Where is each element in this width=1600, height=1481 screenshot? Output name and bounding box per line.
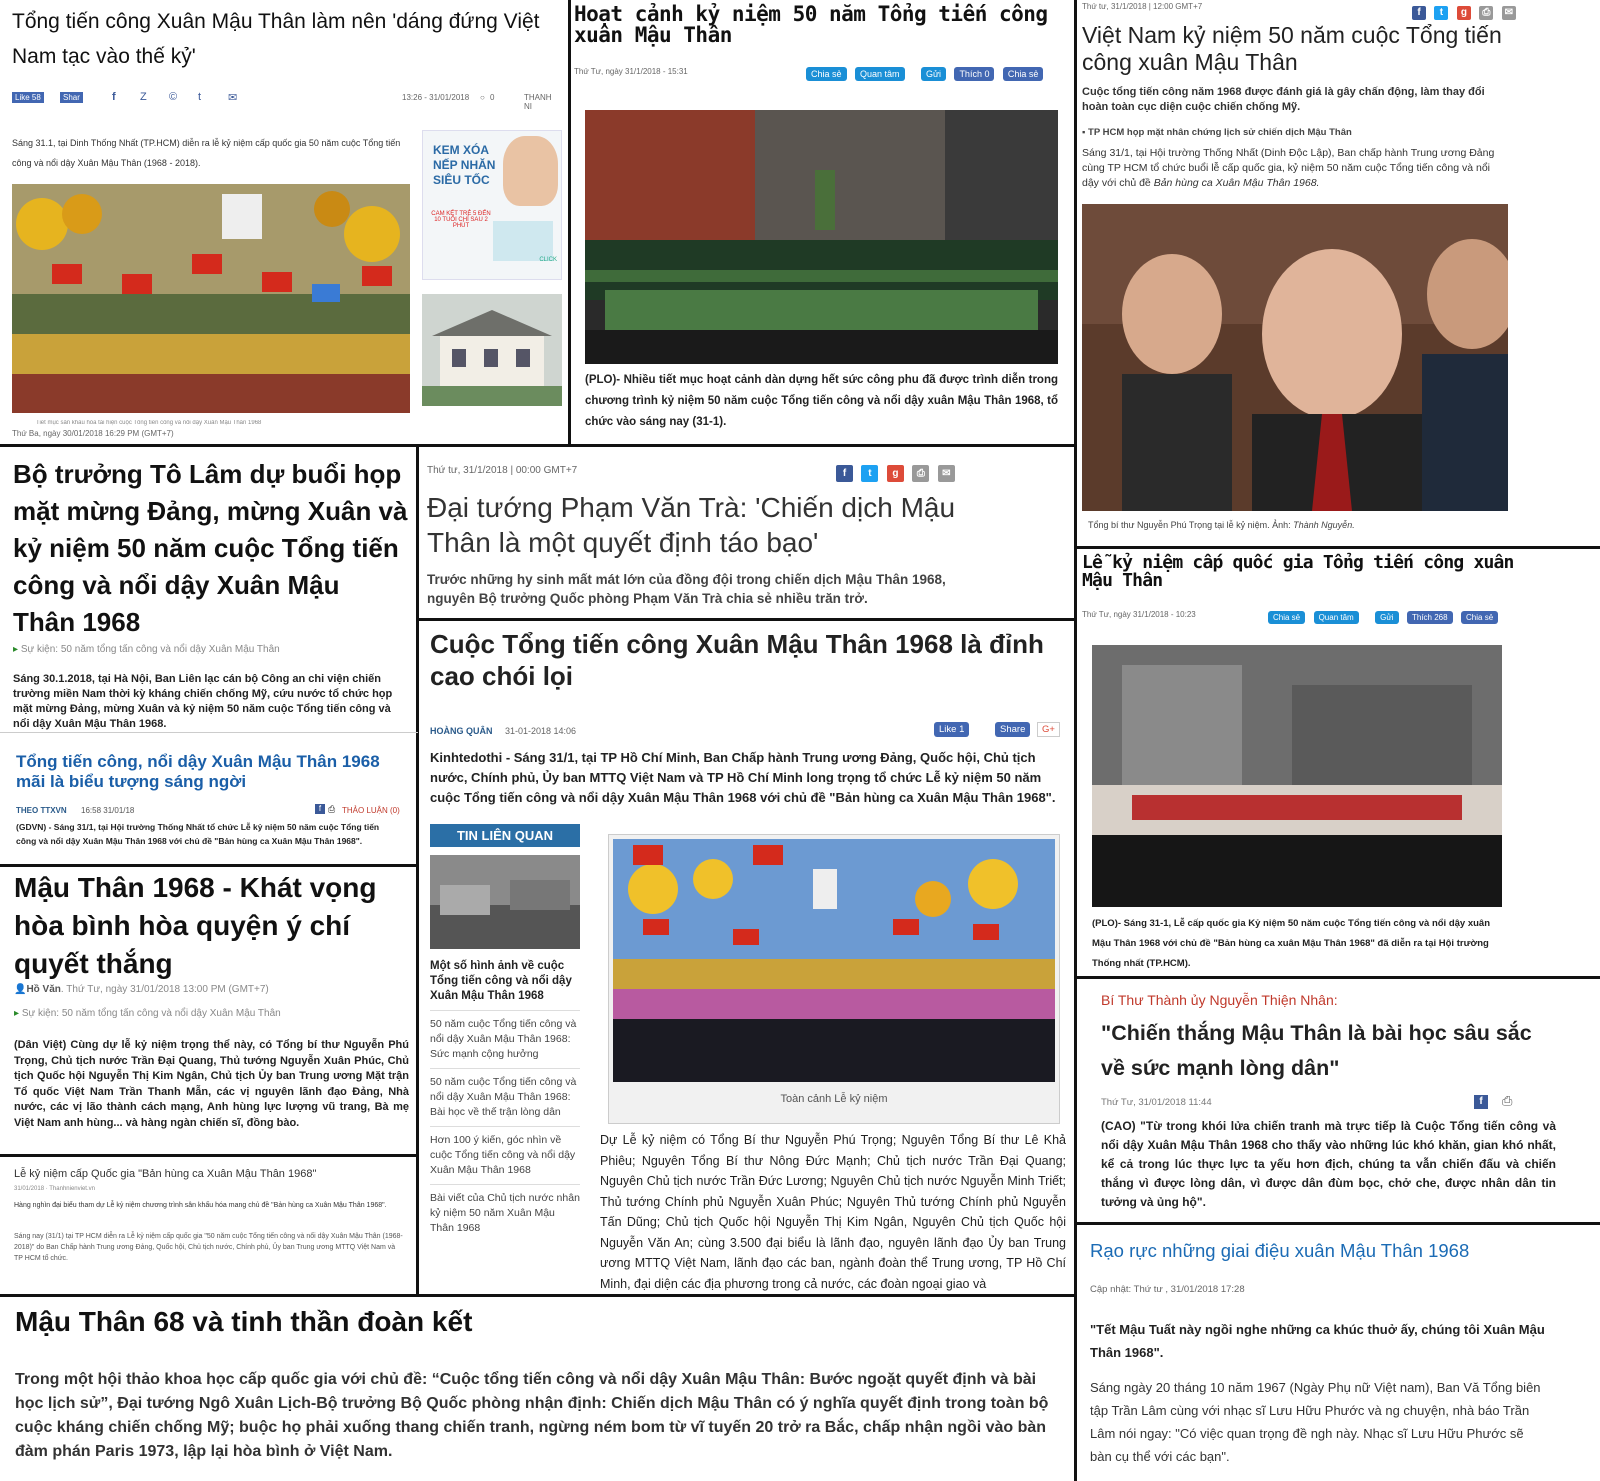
related-header: TIN LIÊN QUAN (430, 824, 580, 847)
body-italic: Bản hùng ca Xuân Mậu Thân 1968. (1153, 177, 1320, 189)
share-button[interactable]: Shar (60, 92, 83, 103)
social-bar (12, 91, 557, 111)
article-meta: Thứ tư, 31/1/2018 | 12:00 GMT+7 (1082, 2, 1203, 11)
author: HOÀNG QUÂN (430, 726, 493, 736)
article-title[interactable]: Mậu Thân 68 và tinh thần đoàn kết (15, 1306, 473, 1337)
divider (1076, 1222, 1600, 1225)
ad-house-image[interactable] (422, 294, 562, 406)
event-tag[interactable] (13, 644, 280, 655)
like-button[interactable]: Thích 0 (954, 67, 994, 81)
caption-italic: Thành Nguyễn. (1293, 520, 1355, 530)
twitter-icon[interactable]: t (1434, 6, 1448, 20)
related-thumbnail[interactable] (430, 855, 580, 949)
article-title[interactable]: Lễ kỷ niệm cấp quốc gia Tổng tiến công xuân Mậu Thân (1082, 552, 1514, 591)
lead-text: Hàng nghìn đại biểu tham dự Lễ kỷ niệm chương trình sân khấu hóa mang chủ đề "Bản hùng ca Xuân Mậu Thân 1968". (14, 1202, 387, 1209)
print-icon[interactable]: ⎙ (1502, 1093, 1513, 1108)
print-icon[interactable]: ⎙ (1479, 6, 1493, 20)
ad-title-line1: KEM XÓA (433, 143, 490, 157)
article-meta: Thứ tư, 31/1/2018 | 00:00 GMT+7 (427, 465, 578, 476)
share-button[interactable]: Share (995, 722, 1030, 737)
action-bar (806, 64, 1075, 78)
share-icons (1408, 2, 1516, 20)
facebook-icon[interactable]: f (112, 91, 116, 103)
ceremony-panorama (613, 839, 1055, 1082)
byline (14, 984, 269, 995)
action-bar (1268, 607, 1588, 621)
facebook-icon[interactable]: f (1474, 1095, 1488, 1109)
clip-vnexpress-2 (420, 448, 1075, 618)
divider (568, 0, 571, 446)
article-meta: 31/01/2018 · Thanhnienviet.vn (14, 1186, 95, 1192)
clip-danviet (0, 866, 416, 1154)
related-item-3[interactable]: 50 năm cuộc Tổng tiến công và nổi dậy Xuân Mậu Thân 1968: Bài học về thế trận lòng dân (430, 1075, 580, 1127)
share-button[interactable]: Chia sẻ (1268, 611, 1305, 624)
share-button-2[interactable]: Chia sẻ (1003, 67, 1044, 81)
publish-date: 31-01-2018 14:06 (505, 726, 577, 736)
google-plus-icon[interactable]: g (1457, 6, 1471, 20)
send-button[interactable]: Gửi (921, 67, 946, 81)
comment-icon[interactable]: ○ (480, 93, 485, 102)
article-title[interactable]: "Chiến thắng Mậu Thân là bài học sâu sắc về sức mạnh lòng dân" (1101, 1021, 1532, 1080)
like-button[interactable]: Thích 268 (1407, 611, 1453, 624)
related-link[interactable] (1082, 127, 1352, 138)
clip-thanhnien (0, 0, 568, 444)
divider (0, 864, 418, 867)
related-item-2[interactable]: 50 năm cuộc Tổng tiến công và nổi dậy Xuân Mậu Thân 1968: Sức mạnh cộng hưởng (430, 1017, 580, 1069)
divider (418, 618, 1076, 621)
ad-product-image (493, 221, 553, 261)
share-button[interactable]: Chia sẻ (806, 67, 847, 81)
send-button[interactable]: Gửi (1375, 611, 1398, 624)
footer-date: Thứ Ba, ngày 30/01/2018 16:29 PM (GMT+7) (12, 429, 174, 438)
ceremony-photo (12, 184, 410, 413)
link-icon[interactable]: © (169, 91, 178, 103)
facebook-icon[interactable]: f (315, 804, 325, 814)
ad-title-line3: SIÊU TỐC (433, 173, 490, 187)
body-text: (PLO)- Nhiều tiết mục hoạt cảnh dàn dựng hết sức công phu đã được trình diễn trong chương trình kỷ niệm 50 năm cuộc Tổng tiến công và nổi dậy xuân Mậu Thân 1968, tổ chức vào sáng nay (31-1). (585, 374, 1058, 428)
related-box (430, 824, 580, 1236)
event-tag-text[interactable]: Sự kiện: 50 năm tổng tấn công và nổi dậy Xuân Mậu Thân (20, 644, 280, 655)
share-button-2[interactable]: Chia sẻ (1461, 611, 1498, 624)
article-kicker[interactable]: Bí Thư Thành ủy Nguyễn Thiện Nhân: (1101, 992, 1338, 1008)
body-text: (GDVN) - Sáng 31/1, tại Hội trường Thống Nhất tổ chức Lễ kỷ niệm 50 năm cuộc Tổng tiến công và nổi dậy Xuân Mậu Thân 1968 với chủ đề "Bản hùng ca Xuân Mậu Thân 1968". (16, 822, 380, 846)
article-title[interactable]: Rạo rực những giai điệu xuân Mậu Thân 1968 (1090, 1240, 1470, 1261)
clip-cand (0, 448, 416, 730)
arrow-icon: ▸ (14, 1008, 22, 1019)
ad-face-image (503, 136, 558, 206)
discuss-link[interactable]: THẢO LUẬN (0) (342, 806, 400, 815)
twitter-icon[interactable]: t (198, 91, 202, 103)
divider (0, 444, 1076, 447)
body-text: Sáng nay (31/1) tại TP HCM diễn ra Lễ kỷ niệm cấp quốc gia "50 năm cuộc Tổng tiến công và nổi dậy Xuân Mậu Thân (1968-2018)" do Ban Chấp hành Trung ương Đảng, Quốc hội, Chủ tịch nước, Chính phủ, Ủy ban Trung ương MTTQ Việt Nam và TP HCM tổ chức. (14, 1233, 403, 1262)
article-title[interactable]: Hoạt cảnh kỷ niệm 50 năm Tổng tiến công xuân Mậu Thân (574, 2, 1048, 47)
mail-icon[interactable]: ✉ (938, 465, 955, 482)
publish-date: Thứ Tư, ngày 31/1/2018 - 15:31 (574, 67, 688, 76)
source: THEO TTXVN (16, 806, 67, 815)
lead-text: Cuộc tổng tiến công năm 1968 được đánh giá là gây chấn động, làm thay đổi hoàn toàn cục diện cuộc chiến chống Mỹ. (1082, 86, 1485, 113)
article-title[interactable]: Lễ kỷ niệm cấp Quốc gia "Bản hùng ca Xuân Mậu Thân 1968" (14, 1168, 317, 1180)
twitter-icon[interactable]: t (861, 465, 878, 482)
author: THANH NI (524, 93, 552, 111)
zalo-icon[interactable]: Z (140, 91, 147, 103)
share-icons (832, 463, 955, 482)
ad-banner[interactable] (422, 130, 562, 280)
google-plus-button[interactable]: G+ (1037, 722, 1060, 737)
updated-date: Cập nhật: Thứ tư , 31/01/2018 17:28 (1090, 1284, 1245, 1295)
print-icon[interactable]: ⎙ (912, 465, 929, 482)
body-text: Dự Lễ kỷ niệm có Tổng Bí thư Nguyễn Phú Trọng; Nguyên Tổng Bí thư Lê Khả Phiêu; Nguyên Tổng Bí thư Nông Đức Mạnh; Chủ tịch nước Trần Đại Quang; Nguyên Chủ tịch nước Trần Đức Lương; Nguyên Chủ tịch nước Nguyễn Minh Triết; Thủ tướng Chính phủ Nguyễn Xuân Phúc; Nguyên Thủ tướng Chính phủ Nguyễn Tấn Dũng; Chủ tịch Quốc hội Nguyễn Thị Kim Ngân, Nguyên Chủ tịch Quốc hội Nguyễn Văn An; cùng 3.500 đại biểu là lãnh đạo, nguyên lãnh đạo Ủy ban Trung ương MTTQ Việt Nam, lãnh đạo các ban, ngành đoàn thể Trung ương, TP Hồ Chí Minh, đại diện các địa phương trong cả nước, các đoàn ngoại giao và (600, 1133, 1066, 1291)
bullet-icon: ▪ (1082, 127, 1089, 138)
ad-badge: CAM KẾT TRẺ 5 ĐẾN 10 TUỔI CHỈ SAU 2 PHÚT (431, 211, 491, 229)
leader-photo (1082, 204, 1508, 511)
ad-title-line2: NẾP NHĂN (433, 158, 496, 172)
article-title[interactable]: Bộ trưởng Tô Lâm dự buổi họp mặt mừng Đảng, mừng Xuân và kỷ niệm 50 năm cuộc Tổng tiến công và nổi dậy Xuân Mậu Thân 1968 (13, 459, 408, 637)
publish-date: . Thứ Tư, ngày 31/01/2018 13:00 PM (GMT+7) (60, 984, 269, 995)
clip-raoruc (1078, 1226, 1600, 1481)
body-text: Trong một hội thảo khoa học cấp quốc gia với chủ đề: “Cuộc tổng tiến công và nổi dậy Xuân Mậu Thân: Bước ngoặt quyết định và bài học lịch sử”, Đại tướng Ngô Xuân Lịch-Bộ trưởng Bộ Quốc phòng nhận định: Chiến dịch Mậu Thân có ý nghĩa quyết định trong toàn bộ cuộc kháng chiến chống Mỹ; buộc họ phải xuống thang chiến tranh, ngừng ném bom từ vĩ tuyến 20 trở ra Bắc, chấp nhận ngồi vào bàn đàm phán Paris 1973, lập lại hòa bình ở Việt Nam. (15, 1371, 1049, 1460)
divider (0, 1154, 418, 1157)
article-title[interactable]: Việt Nam kỷ niệm 50 năm cuộc Tổng tiến công xuân Mậu Thân (1082, 22, 1502, 75)
body-text: Sáng 30.1.2018, tại Hà Nội, Ban Liên lạc cán bộ Công an chi viện chiến trường miền Nam thời kỳ kháng chiến chống Mỹ, cứu nước tổ chức họp mặt mừng Đảng, mừng Xuân và kỷ niệm 50 năm cuộc Tổng tiến công và nổi dậy Xuân Mậu Thân 1968. (13, 673, 393, 730)
lead-text: Kinhtedothi - Sáng 31/1, tại TP Hồ Chí Minh, Ban Chấp hành Trung ương Đảng, Quốc hội, Chủ tịch nước, Chính phủ, Ủy ban MTTQ Việt Nam và TP Hồ Chí Minh long trọng tổ chức Lễ kỷ niệm 50 năm cuộc Tổng tiến công và nổi dậy Xuân Mậu Thân 1968 với chủ đề "Bản hùng ca Xuân Mậu Thân 1968". (430, 750, 1056, 805)
publish-date: Thứ Tư, ngày 31/1/2018 - 10:23 (1082, 610, 1196, 619)
related-link-text[interactable]: TP HCM họp mặt nhân chứng lịch sử chiến dịch Mậu Thân (1088, 127, 1352, 138)
caption-plain: Tổng bí thư Nguyễn Phú Trọng tại lễ kỷ niệm. Ảnh: (1088, 520, 1291, 530)
clip-thanhnienviet (0, 1158, 416, 1294)
clip-doanket (0, 1298, 1075, 1481)
divider (0, 732, 418, 733)
ad-click-label[interactable]: CLICK (539, 257, 557, 263)
article-title[interactable]: Tổng tiến công, nổi dậy Xuân Mậu Thân 1968 mãi là biểu tượng sáng ngời (16, 752, 380, 791)
article-title[interactable]: Mậu Thân 1968 - Khát vọng hòa bình hòa quyện ý chí quyết thắng (14, 872, 377, 979)
article-title[interactable]: Cuộc Tổng tiến công Xuân Mậu Thân 1968 là đỉnh cao chói lọi (430, 629, 1044, 691)
clip-plo-lekyniem (1078, 550, 1600, 976)
caption: Tiết mục sân khấu hóa tái hiện cuộc Tổng tiến công và nổi dậy Xuân Mậu Thân 1968 (36, 420, 262, 426)
divider (1074, 0, 1077, 1481)
body-text: Sáng ngày 20 tháng 10 năm 1967 (Ngày Phụ nữ Việt nam), Ban Vă Tổng biên tập Trần Lâm cùng với nhạc sĩ Lưu Hữu Phước và ng chuyện, nhà báo Trần Lâm nói ngay: "Có việc quan trọng đề ngh này. Nhạc sĩ Lưu Hữu Phước sẽ bàn cụ thể với các bạn". (1090, 1380, 1541, 1464)
clip-plo-hoatcanh (570, 0, 1075, 444)
body-text: (PLO)- Sáng 31-1, Lễ cấp quốc gia Kỷ niệm 50 năm cuộc Tổng tiến công và nổi dậy xuân Mậu Thân 1968 với chủ đề "Bản hùng ca xuân Mậu Thân 1968" đã diễn ra tại Hội trường Thống nhất (TP.HCM). (1092, 918, 1491, 969)
publish-date: 31/01/2018 (14, 1186, 45, 1192)
like-button[interactable]: Like 1 (934, 722, 969, 737)
follow-button[interactable]: Quan tâm (855, 67, 905, 81)
related-item-1[interactable]: Một số hình ảnh về cuộc Tổng tiến công và nổi dậy Xuân Mậu Thân 1968 (430, 959, 580, 1011)
like-button[interactable]: Like 58 (12, 92, 44, 103)
lead-text: Sáng 31.1, tại Dinh Thống Nhất (TP.HCM) diễn ra lễ kỷ niệm cấp quốc gia 50 năm cuộc Tổng tiến công và nổi dậy Xuân Mậu Thân (1968 - 2018). (12, 138, 401, 168)
comment-count: 0 (490, 93, 495, 102)
lead-text: Trước những hy sinh mất mát lớn của đồng đội trong chiến dịch Mậu Thân 1968, nguyên Bộ trưởng Quốc phòng Phạm Văn Trà chia sẻ nhiều trăn trở. (427, 572, 946, 606)
stage-photo (1092, 645, 1502, 907)
publish-date: 13:26 - 31/01/2018 (402, 93, 470, 102)
article-title[interactable]: Tổng tiến công Xuân Mậu Thân làm nên 'dáng đứng Việt Nam tạc vào thế kỷ' (12, 10, 540, 68)
clip-vnexpress-1 (1078, 0, 1600, 546)
clip-gdvn (0, 734, 416, 862)
related-item-5[interactable]: Bài viết của Chủ tịch nước nhân kỷ niệm 50 năm Xuân Mậu Thân 1968 (430, 1192, 580, 1234)
publish-time: 16:58 31/01/18 (81, 806, 135, 815)
body-text: (Dân Việt) Cùng dự lễ kỷ niệm trọng thể này, có Tổng bí thư Nguyễn Phú Trọng, Chủ tịch nước Trần Đại Quang, Thủ tướng Nguyễn Xuân Phúc, Chủ tịch Quốc hội Nguyễn Thị Kim Ngân, Chủ tịch Ủy ban Trung ương Mặt trận Tổ quốc Việt Nam Trần Thanh Mẫn, các vị nguyên lãnh đạo Đảng, Nhà nước, các vị lão thành cách mạng, Anh hùng lực lượng vũ trang, Bà mẹ Việt Nam anh hùng... và hàng ngàn chiến sĩ, đồng bào. (14, 1039, 409, 1129)
author[interactable]: Hồ Văn (26, 984, 61, 995)
related-item-4[interactable]: Hơn 100 ý kiến, góc nhìn về cuộc Tổng tiến công và nổi dậy Xuân Mậu Thân 1968 (430, 1133, 580, 1185)
divider (1076, 976, 1600, 979)
facebook-icon[interactable]: f (1412, 6, 1426, 20)
lead-text: "Tết Mậu Tuất này ngồi nghe những ca khúc thuở ấy, chúng tôi Xuân Mậu Thân 1968". (1090, 1322, 1545, 1360)
google-plus-icon[interactable]: g (887, 465, 904, 482)
publish-date: Thứ Tư, 31/01/2018 11:44 (1101, 1097, 1212, 1108)
event-tag-text[interactable]: Sự kiện: 50 năm tổng tấn công và nổi dậy Xuân Mậu Thân (21, 1008, 281, 1019)
article-title[interactable]: Đại tướng Phạm Văn Trà: 'Chiến dịch Mậu Thân là một quyết định táo bạo' (427, 492, 956, 558)
body-text: (CAO) "Từ trong khói lửa chiến tranh mà trực tiếp là Cuộc Tổng tiến công và nổi dậy Xuân Mậu Thân 1968 cho thấy vào những lúc khó khăn, gian khó nhất, kể cả trong lúc thực lực ta yếu hơn địch, chúng ta vẫn chiến đấu và chiến thắng vì được lòng dân, vì được dân đùm bọc, chở che, được nhân dân tin tưởng và ủng hộ". (1101, 1119, 1556, 1209)
body-plain: Sáng 31/1, tại Hội trường Thống Nhất (Dinh Độc Lập), Ban chấp hành Trung ương Đảng cùng TP HCM tổ chức buổi lễ cấp quốc gia, kỷ niệm 50 năm cuộc Tổng tiến công và nổi dậy với chủ đề (1082, 147, 1495, 189)
figure-caption: Toàn cảnh Lễ kỷ niệm (780, 1093, 888, 1105)
divider (0, 1294, 1076, 1297)
source[interactable]: Thanhnienviet.vn (49, 1186, 95, 1192)
mail-icon[interactable]: ✉ (228, 92, 238, 104)
performance-photo (585, 110, 1058, 364)
clip-kinhtedothi (420, 622, 1075, 1294)
body-text (1082, 146, 1500, 191)
clip-cao (1078, 980, 1600, 1222)
follow-button[interactable]: Quan tâm (1314, 611, 1359, 624)
arrow-icon: ▸ (13, 644, 21, 655)
main-figure (608, 834, 1060, 1124)
user-icon: 👤 (14, 984, 27, 995)
divider (1076, 546, 1600, 549)
photo-caption (1088, 520, 1355, 530)
event-tag[interactable] (14, 1008, 281, 1019)
mail-icon[interactable]: ✉ (1502, 6, 1516, 20)
divider (416, 446, 419, 1296)
facebook-icon[interactable]: f (836, 465, 853, 482)
print-icon[interactable]: ⎙ (328, 804, 336, 814)
